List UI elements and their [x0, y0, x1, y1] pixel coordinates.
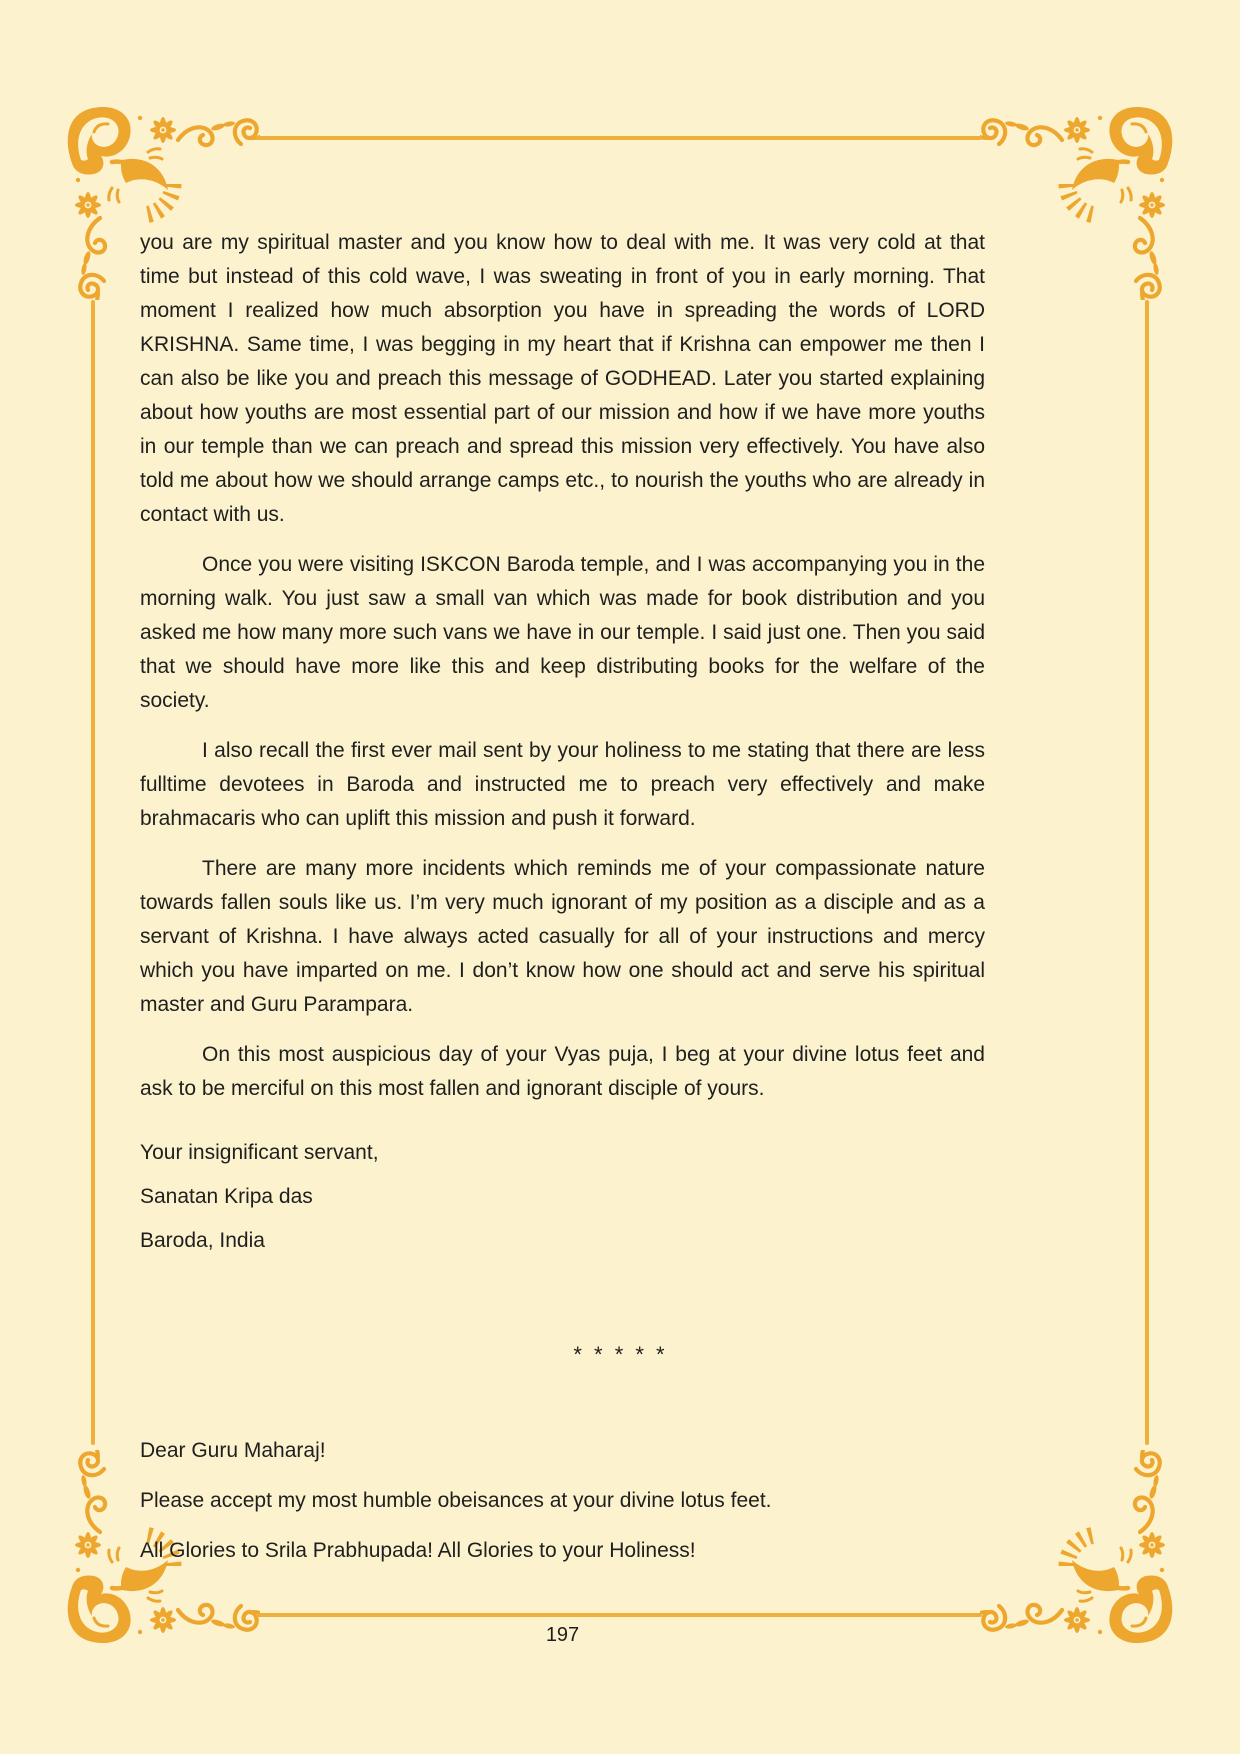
- corner-ornament-top-right-icon: [980, 100, 1180, 300]
- signature-location: Baroda, India: [140, 1229, 265, 1252]
- letter-paragraph: you are my spiritual master and you know how to deal with me. It was very cold at that time but instead of this cold wave, I was sweating in front of you in early morning. That moment I realized how much absorption you have in spreading the words of LORD KRISHNA. Same time, I was begging in my heart that if Krishna can empower me then I can also be like you and preach this message of GODHEAD. Later you started explaining about how youths are most essential part of our mission and how if we have more youths in our temple than we can preach and spread this mission very effectively. You have also told me about how we should arrange camps etc., to nourish the youths who are already in contact with us.: [140, 231, 985, 526]
- letter-paragraph: Once you were visiting ISKCON Baroda temple, and I was accompanying you in the morning walk. You just saw a small van which was made for book distribution and you asked me how many more such vans we have in our temple. I said just one. Then you said that we should have more like this and keep distributing books for the welfare of the society.: [140, 553, 985, 712]
- obeisances-line: Please accept my most humble obeisances at your divine lotus feet.: [140, 1489, 772, 1512]
- glories-line: All Glories to Srila Prabhupada! All Glories to your Holiness!: [140, 1539, 696, 1562]
- letter-paragraph: I also recall the first ever mail sent by your holiness to me stating that there are less fulltime devotees in Baroda and instructed me to preach very effectively and make brahmacaris who can uplift this mission and push it forward.: [140, 739, 985, 830]
- border-rule-top: [256, 136, 982, 140]
- letter-paragraph: There are many more incidents which reminds me of your compassionate nature towards fallen souls like us. I’m very much ignorant of my position as a disciple and as a servant of Krishna. I have always acted casually for all of your instructions and mercy which you have imparted on me. I don’t know how one should act and serve his spiritual master and Guru Parampara.: [140, 857, 985, 1016]
- border-rule-bottom: [256, 1613, 982, 1617]
- signature-name: Sanatan Kripa das: [140, 1185, 313, 1208]
- corner-ornament-bottom-right-icon: [980, 1450, 1180, 1650]
- signature-closing: Your insignificant servant,: [140, 1141, 379, 1164]
- page-number: 197: [545, 1624, 580, 1646]
- border-rule-left: [91, 300, 95, 1445]
- border-rule-right: [1145, 300, 1149, 1445]
- signature-block: [140, 1136, 985, 1258]
- letter-body: [140, 226, 985, 1584]
- letter-paragraph: On this most auspicious day of your Vyas puja, I beg at your divine lotus feet and ask to be merciful on this most fallen and ignorant disciple of yours.: [140, 1043, 985, 1100]
- next-offering-opening: [140, 1434, 985, 1568]
- section-separator-stars: * * * * *: [573, 1342, 668, 1367]
- salutation: Dear Guru Maharaj!: [140, 1439, 326, 1462]
